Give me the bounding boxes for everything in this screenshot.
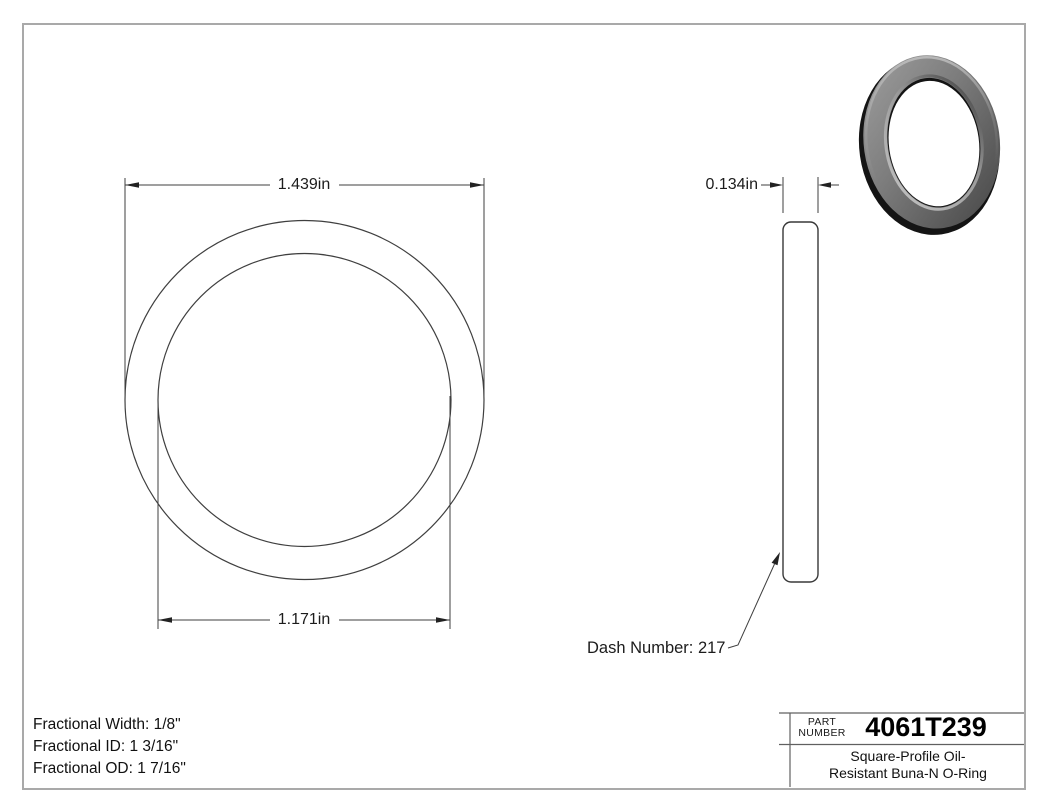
part-description-line1: Square-Profile Oil- [850,748,966,764]
outer-diameter-circle [125,221,484,580]
fractional-od-note: Fractional OD: 1 7/16" [33,760,186,777]
side-view-profile [783,222,818,582]
part-number-caption [786,717,858,739]
id-dimension [158,396,450,629]
arrowhead [436,617,450,623]
part-description [791,748,1025,781]
arrowhead [125,182,139,188]
part-description-line2: Resistant Buna-N O-Ring [829,764,987,781]
dash-number-leader [728,552,780,648]
width-dimension-label: 0.134in [705,176,758,193]
part-number-caption-line1: PART [807,716,837,728]
front-view [125,221,484,580]
arrowhead [158,617,172,623]
od-dimension-label: 1.439in [277,176,331,193]
part-number-caption-line2: NUMBER [798,727,846,739]
width-dimension [761,177,839,213]
inner-diameter-circle [158,254,451,547]
part-number-value: 4061T239 [865,712,987,742]
fractional-notes [33,714,186,780]
dash-number-label: Dash Number: 217 [587,639,726,657]
arrowhead [470,182,484,188]
od-dimension [125,178,484,404]
oring-3d-render [847,46,1012,244]
fractional-id-note: Fractional ID: 1 3/16" [33,738,179,755]
fractional-width-note: Fractional Width: 1/8" [33,716,181,733]
leader-line [728,564,775,648]
arrowhead [770,182,783,188]
arrowhead [772,552,780,565]
id-dimension-label: 1.171in [277,611,331,628]
arrowhead [818,182,831,188]
